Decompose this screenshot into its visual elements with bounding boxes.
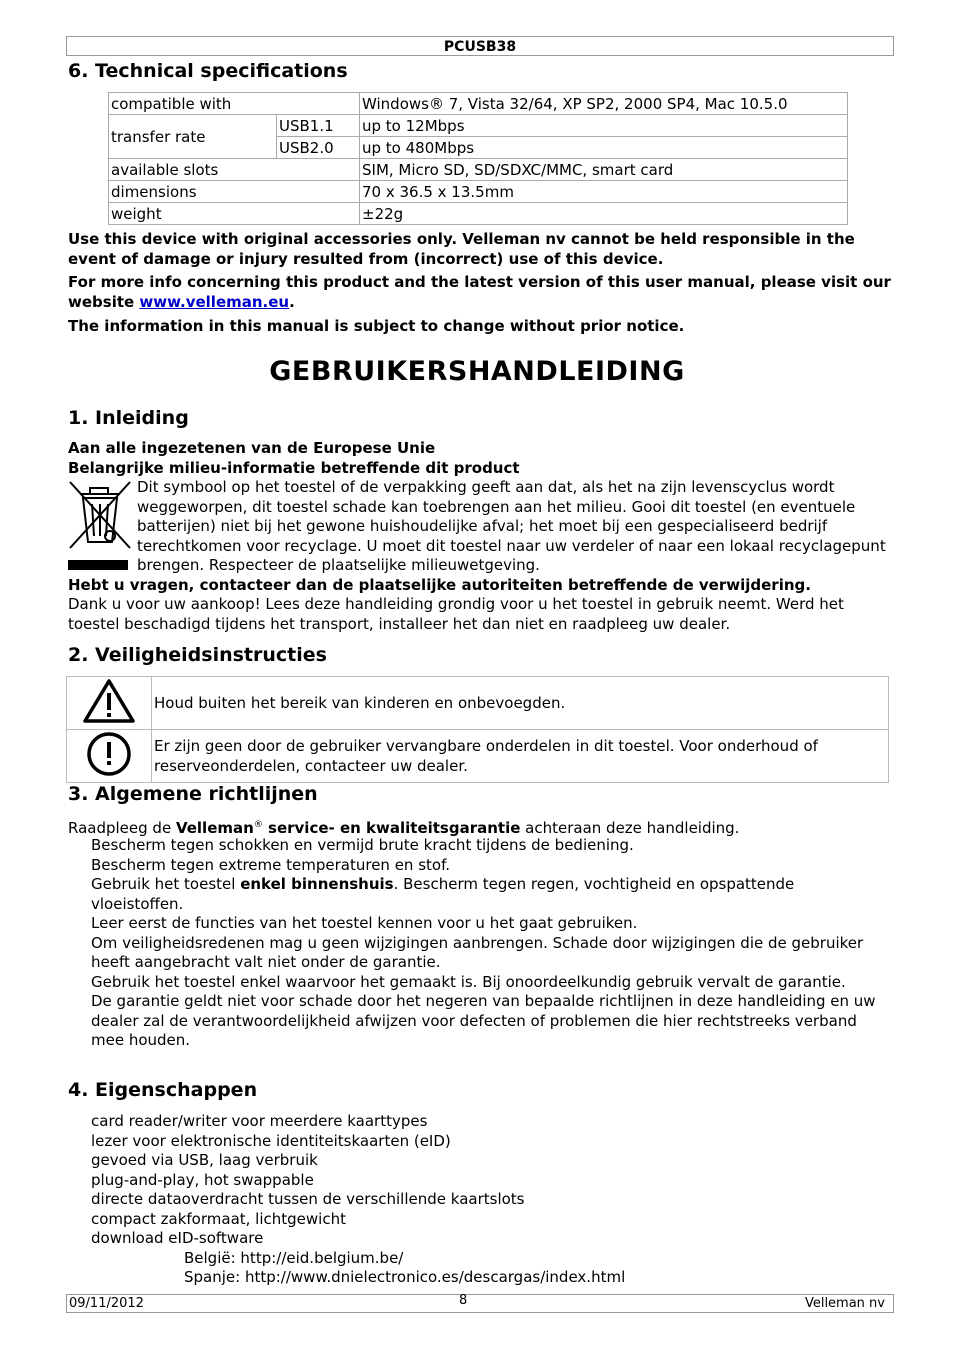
spec-section-title: 6. Technical specifications <box>68 60 348 82</box>
list-item: Om veiligheidsredenen mag u geen wijzigingen aanbrengen. Schade door wijzigingen die de gebruiker heeft aangebracht valt niet onder de garantie. <box>91 933 864 971</box>
features-list <box>91 1112 891 1288</box>
disposal-question: Hebt u vragen, contacteer dan de plaatselijke autoriteiten betreffende de verwijdering. <box>68 576 811 594</box>
notice-website <box>68 273 892 312</box>
list-item: Bescherm tegen extreme temperaturen en stof. <box>91 855 451 874</box>
safety-title: 2. Veiligheidsinstructies <box>68 644 327 666</box>
safety-row-text: Er zijn geen door de gebruiker vervangbare onderdelen in dit toestel. Voor onderhoud of reserveonderdelen, contacteer uw dealer. <box>152 730 889 783</box>
footer-page-number: 8 <box>459 1293 468 1308</box>
list-item: card reader/writer voor meerdere kaarttypes <box>91 1112 428 1130</box>
list-item: plug-and-play, hot swappable <box>91 1170 314 1189</box>
general-intro-suffix: achteraan deze handleiding. <box>520 819 740 837</box>
header-model: PCUSB38 <box>443 39 517 55</box>
spec-value: ±22g <box>360 203 848 225</box>
table-row <box>67 730 889 783</box>
spec-sublabel: USB1.1 <box>277 115 360 137</box>
list-item: Leer eerst de functies van het toestel kennen voor u het gaat gebruiken. <box>91 914 638 932</box>
table-row <box>109 159 848 181</box>
weee-bin-icon <box>68 480 134 574</box>
features-title: 4. Eigenschappen <box>68 1079 258 1101</box>
warning-triangle-icon <box>67 677 152 730</box>
spec-sublabel: USB2.0 <box>277 137 360 159</box>
table-row <box>109 181 848 203</box>
spec-label: weight <box>109 203 360 225</box>
list-item: download eID-software <box>91 1229 264 1247</box>
table-row <box>67 677 889 730</box>
notice-website-suffix: . <box>289 292 295 311</box>
spec-table <box>108 92 848 225</box>
notice-website-text: For more info concerning this product and the latest version of this user manual, please visit our website <box>68 273 891 311</box>
spec-value: Windows® 7, Vista 32/64, XP SP2, 2000 SP4, Mac 10.5.0 <box>360 93 848 115</box>
list-item: lezer voor elektronische identiteitskaarten (eID) <box>91 1131 451 1150</box>
thanks-text: Dank u voor uw aankoop! Lees deze handleiding grondig voor u het toestel in gebruik neemt. Werd het toestel beschadigd tijdens het transport, installeer het dan niet en raadpleeg uw dealer. <box>68 595 844 633</box>
list-item-bold: enkel binnenshuis <box>240 875 394 893</box>
spec-label: dimensions <box>109 181 360 203</box>
safety-row-text: Houd buiten het bereik van kinderen en onbevoegden. <box>152 677 889 730</box>
page-header <box>66 36 894 56</box>
spec-value: 70 x 36.5 x 13.5mm <box>360 181 848 203</box>
manual-title: GEBRUIKERSHANDLEIDING <box>269 356 685 387</box>
intro-subtitle-eu: Aan alle ingezetenen van de Europese Unie <box>68 439 436 457</box>
general-intro-brand: Velleman <box>175 819 254 837</box>
list-item <box>91 875 891 914</box>
general-title: 3. Algemene richtlijnen <box>68 783 318 805</box>
list-item: gevoed via USB, laag verbruik <box>91 1151 318 1169</box>
notice-change: The information in this manual is subject to change without prior notice. <box>68 317 685 335</box>
list-item-suffix: . Bescherm tegen regen, vochtigheid en opspattende vloeistoffen. <box>91 875 795 913</box>
table-row <box>109 93 848 115</box>
registered-mark: ® <box>253 820 263 830</box>
list-item: De garantie geldt niet voor schade door het negeren van bepaalde richtlijnen in deze handleiding en uw dealer zal de verantwoordelijkheid afwijzen voor defecten of problemen die hier rechtstreeks verband mee houden. <box>91 992 876 1049</box>
website-link[interactable]: www.velleman.eu <box>139 292 290 311</box>
spec-label: compatible with <box>109 93 360 115</box>
list-item: Bescherm tegen schokken en vermijd brute kracht tijdens de bediening. <box>91 836 634 854</box>
list-item: compact zakformaat, lichtgewicht <box>91 1209 346 1228</box>
intro-title: 1. Inleiding <box>68 407 189 429</box>
table-row <box>109 203 848 225</box>
spec-label: transfer rate <box>109 115 277 159</box>
list-item: Gebruik het toestel enkel waarvoor het gemaakt is. Bij onoordeelkundig gebruik vervalt de garantie. <box>91 972 846 991</box>
weee-text: Dit symbool op het toestel of de verpakking geeft aan dat, als het na zijn levenscyclus wordt weggeworpen, dit toestel schade kan toebrengen aan het milieu. Gooi dit toestel (en eventuele batterijen) niet bij het gewone huishoudelijke afval; het moet bij een gespecialiseerd bedrijf terechtkomen voor recyclage. U moet dit toestel naar uw verdeler of naar een lokaal recyclagepunt brengen. Respecteer de plaatselijke milieuwetgeving. <box>137 478 886 574</box>
spec-value: up to 12Mbps <box>360 115 848 137</box>
intro-subtitle-env: Belangrijke milieu-informatie betreffende dit product <box>68 459 520 477</box>
page-footer <box>66 1294 894 1313</box>
safety-table <box>66 676 889 783</box>
general-intro-bold: service- en kwaliteitsgarantie <box>262 819 521 837</box>
spec-value: up to 480Mbps <box>360 137 848 159</box>
list-subitem: België: http://eid.belgium.be/ <box>184 1248 404 1267</box>
footer-date: 09/11/2012 <box>69 1296 144 1311</box>
list-subitem: Spanje: http://www.dnielectronico.es/descargas/index.html <box>184 1268 626 1286</box>
spec-value: SIM, Micro SD, SD/SDXC/MMC, smart card <box>360 159 848 181</box>
spec-label: available slots <box>109 159 360 181</box>
list-item-prefix: Gebruik het toestel <box>91 875 241 893</box>
table-row <box>109 115 848 137</box>
info-exclamation-icon <box>67 730 152 783</box>
notice-accessories: Use this device with original accessories only. Velleman nv cannot be held responsible in the event of damage or injury resulted from (incorrect) use of this device. <box>68 230 855 268</box>
footer-company: Velleman nv <box>804 1296 885 1311</box>
list-item: directe dataoverdracht tussen de verschillende kaartslots <box>91 1190 525 1208</box>
general-intro-prefix: Raadpleeg de <box>68 819 176 837</box>
general-list <box>91 836 891 1051</box>
